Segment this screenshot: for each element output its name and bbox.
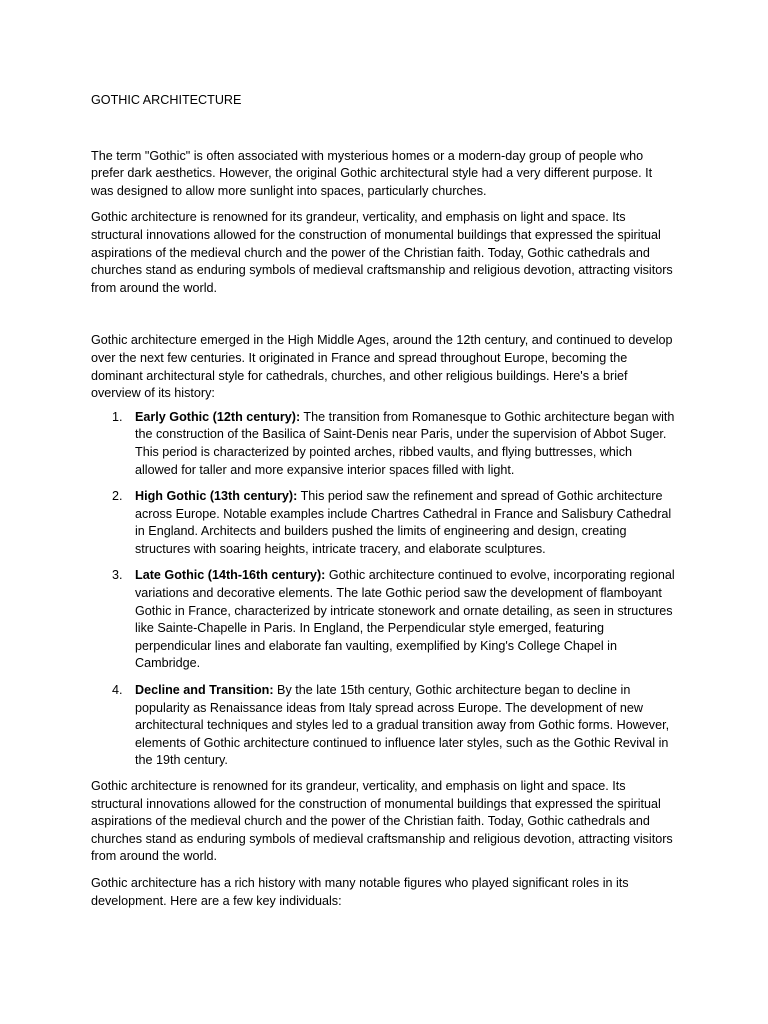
list-item-text: This period saw the refinement and spread of Gothic architecture across Europe. Notable examples include Chartres Cathedral in France and Salisbury Cathedral in England. Architects and builders pushed the limits of engineering and design, creating structures with soaring heights, intricate tracery, and elaborate sculptures. <box>135 489 672 556</box>
list-item-text: Gothic architecture continued to evolve, incorporating regional variations and decorative elements. The late Gothic period saw the development of flamboyant Gothic in France, characterized by intricate stonework and ornate detailing, as seen in structures like Sainte-Chapelle in Paris. In England, the Perpendicular style emerged, featuring perpendicular lines and elaborate fan vaulting, exemplified by King's College Chapel in Cambridge. <box>135 568 675 671</box>
overview-paragraph: Gothic architecture is renowned for its grandeur, verticality, and emphasis on light and space. Its structural innovations allowed for the construction of monumental buildings that expressed the spiritual aspirations of the medieval church and the power of the Christian faith. Today, Gothic cathedrals and churches stand as enduring symbols of medieval craftsmanship and religious devotion, attracting visitors from around the world. <box>91 210 673 295</box>
document-title: GOTHIC ARCHITECTURE <box>91 93 242 107</box>
list-item-number: 4. <box>112 683 123 698</box>
list-item-term: High Gothic (13th century): <box>135 489 298 504</box>
list-item <box>91 488 678 558</box>
list-item-text: By the late 15th century, Gothic architecture began to decline in popularity as Renaissance ideas from Italy spread across Europe. The development of new architectural techniques and styles led to a gradual transition away from Gothic forms. However, elements of Gothic architecture continued to influence later styles, such as the Gothic Revival in the 19th century. <box>135 683 670 768</box>
list-item-text: The transition from Romanesque to Gothic architecture began with the construction of the Basilica of Saint-Denis near Paris, under the supervision of Abbot Suger. This period is characterized by pointed arches, ribbed vaults, and flying buttresses, which allowed for taller and more expansive interior spaces filled with light. <box>135 409 675 477</box>
list-item-number: 1. <box>112 409 123 424</box>
list-item-term: Early Gothic (12th century): <box>135 409 301 424</box>
notable-figures-paragraph: Gothic architecture has a rich history with many notable figures who played significant roles in its development. Here are a few key individuals: <box>91 875 629 908</box>
list-item <box>91 682 678 770</box>
history-intro-paragraph: Gothic architecture emerged in the High Middle Ages, around the 12th century, and continued to develop over the next few centuries. It originated in France and spread throughout Europe, becoming the dominant architectural style for cathedrals, churches, and other religious buildings. Here's a brief overview of its history: <box>91 333 673 401</box>
list-item-term: Decline and Transition: <box>135 683 274 698</box>
document-page <box>91 92 678 910</box>
list-item-number: 2. <box>112 489 123 504</box>
list-item-number: 3. <box>112 568 123 583</box>
history-list <box>91 409 678 770</box>
list-item <box>91 409 678 479</box>
list-item <box>91 567 678 673</box>
summary-paragraph: Gothic architecture is renowned for its grandeur, verticality, and emphasis on light and space. Its structural innovations allowed for the construction of monumental buildings that expressed the spiritual aspirations of the medieval church and the power of the Christian faith. Today, Gothic cathedrals and churches stand as enduring symbols of medieval craftsmanship and religious devotion, attracting visitors from around the world. <box>91 779 673 864</box>
list-item-term: Late Gothic (14th-16th century): <box>135 568 326 583</box>
intro-paragraph: The term "Gothic" is often associated with mysterious homes or a modern-day group of people who prefer dark aesthetics. However, the original Gothic architectural style had a very different purpose. It was designed to allow more sunlight into spaces, particularly churches. <box>91 148 653 198</box>
